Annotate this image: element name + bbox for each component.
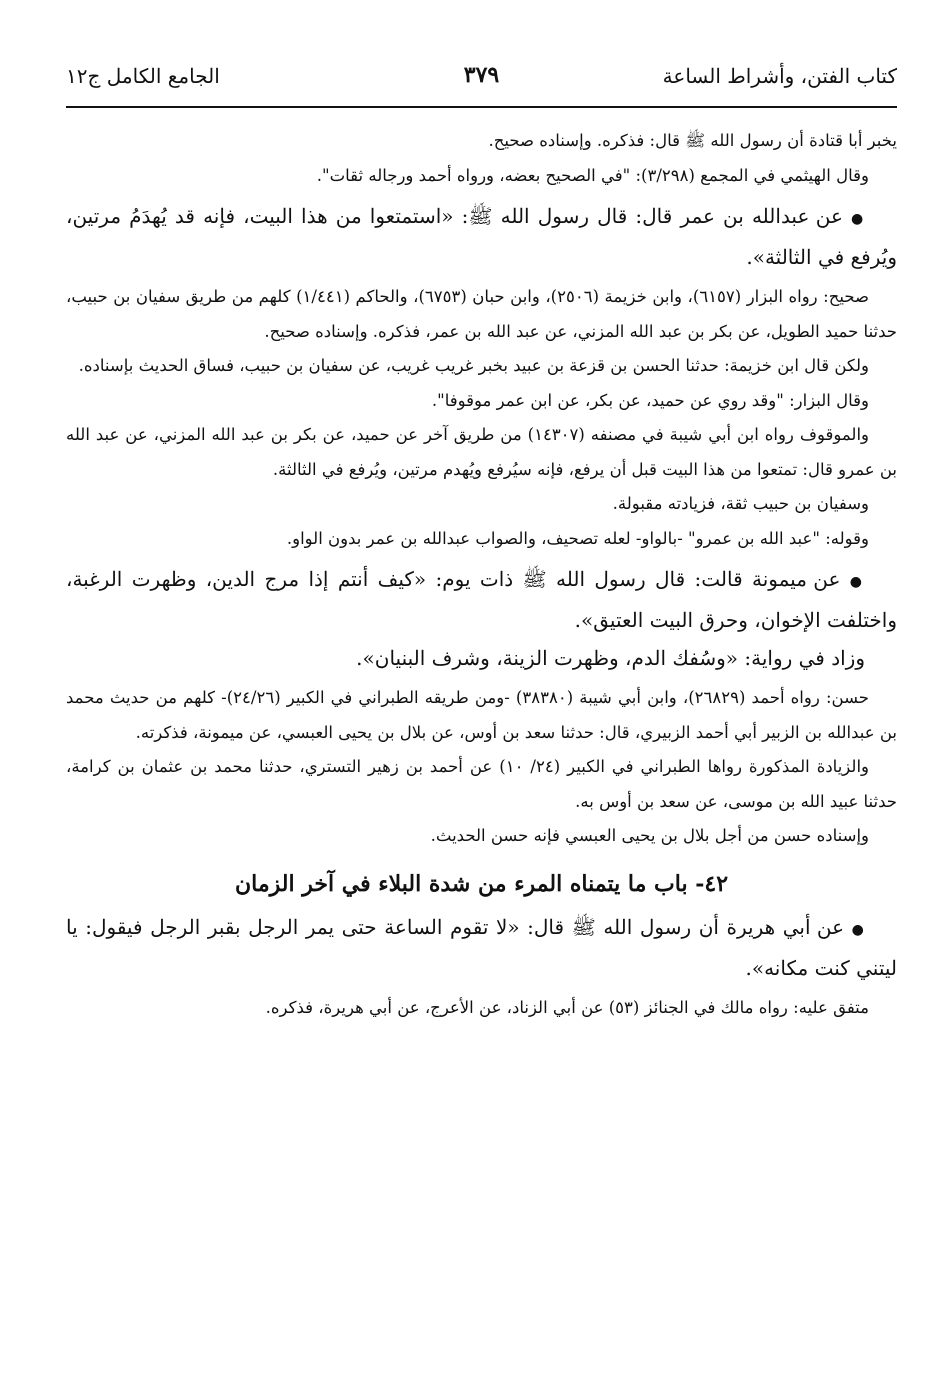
commentary-paragraph: وقال الهيثمي في المجمع (٣/٢٩٨): "في الصحيح بعضه، ورواه أحمد ورجاله ثقات". [316, 165, 869, 185]
bullet-icon: ● [851, 211, 865, 227]
commentary-paragraph: وقال البزار: "وقد روي عن حميد، عن بكر، عن ابن عمر موقوفا". [431, 390, 869, 410]
running-header [66, 58, 897, 108]
commentary-paragraph: متفق عليه: رواه مالك في الجنائز (٥٣) عن أبي الزناد، عن الأعرج، عن أبي هريرة، فذكره. [265, 997, 869, 1017]
hadith-paragraph [66, 197, 897, 276]
bullet-icon: ● [849, 574, 866, 590]
page-body [66, 124, 897, 1025]
commentary-paragraph: يخبر أبا قتادة أن رسول الله ﷺ قال: فذكره. وإسناده صحيح. [488, 131, 897, 150]
commentary-paragraph: وقوله: "عبد الله بن عمرو" -بالواو- لعله تصحيف، والصواب عبدالله بن عمر بدون الواو. [286, 528, 869, 548]
chapter-heading: ٤٢- باب ما يتمناه المرء من شدة البلاء في آخر الزمان [234, 870, 729, 897]
hadith-text: عن أبي هريرة أن رسول الله ﷺ قال: «لا تقوم الساعة حتى يمر الرجل بقبر الرجل فيقول: يا ليتني كنت مكانه». [66, 914, 897, 980]
header-rule [66, 106, 897, 108]
hadith-text: عن ميمونة قالت: قال رسول الله ﷺ ذات يوم: «كيف أنتم إذا مرج الدين، وظهرت الرغبة، واختلفت الإخوان، وحرق البيت العتيق». [66, 567, 897, 632]
hadith-text: عن عبدالله بن عمر قال: قال رسول الله ﷺ: «استمتعوا من هذا البيت، فإنه قد يُهدَمُ مرتين، ويُرفع في الثالثة». [66, 204, 897, 269]
page-number: ٣٧٩ [463, 62, 500, 88]
hadith-paragraph [66, 560, 897, 639]
hadith-paragraph [66, 908, 897, 987]
commentary-paragraph: وإسناده حسن من أجل بلال بن يحيى العبسي فإنه حسن الحديث. [430, 826, 869, 845]
book-title: كتاب الفتن، وأشراط الساعة [662, 64, 897, 88]
volume-title: الجامع الكامل ج١٢ [66, 64, 220, 88]
hadith-paragraph: وزاد في رواية: «وسُفك الدم، وظهرت الزينة، وشرف البنيان». [356, 646, 865, 670]
commentary-paragraph: صحيح: رواه البزار (٦١٥٧)، وابن خزيمة (٢٥٠٦)، وابن حبان (٦٧٥٣)، والحاكم (١/٤٤١) كلهم من طريق سفيان بن حبيب، حدثنا حميد الطويل، عن بكر بن عبد الله المزني، عن عبد الله بن عمر، فذكره. وإسناده صحيح. [66, 287, 897, 341]
commentary-paragraph: وسفيان بن حبيب ثقة، فزيادته مقبولة. [612, 494, 869, 513]
commentary-paragraph: والموقوف رواه ابن أبي شيبة في مصنفه (١٤٣٠٧) من طريق آخر عن حميد، عن بكر بن عبد الله المزني، عن عبد الله بن عمرو قال: تمتعوا من هذا البيت قبل أن يرفع، فإنه سيُرفع ويُهدم مرتين، ويُرفع في الثالثة. [66, 425, 897, 479]
commentary-paragraph: حسن: رواه أحمد (٢٦٨٢٩)، وابن أبي شيبة (٣٨٣٨٠) -ومن طريقه الطبراني في الكبير (٢٤/٢٦)- كلهم من حديث محمد بن عبدالله بن الزبير أبي أحمد الزبيري، قال: حدثنا سعد بن أوس، عن بلال بن يحيى العبسي، عن ميمونة، فذكرته. [66, 688, 897, 742]
bullet-icon: ● [851, 921, 866, 938]
commentary-paragraph: والزيادة المذكورة رواها الطبراني في الكبير (٢٤/ ١٠) عن أحمد بن زهير التستري، حدثنا محمد بن عثمان بن كرامة، حدثنا عبيد الله بن موسى، عن سعد بن أوس به. [66, 757, 897, 811]
commentary-paragraph: ولكن قال ابن خزيمة: حدثنا الحسن بن قزعة بن عبيد بخبر غريب غريب، عن سفيان بن حبيب، فساق الحديث بإسناده. [78, 356, 869, 375]
